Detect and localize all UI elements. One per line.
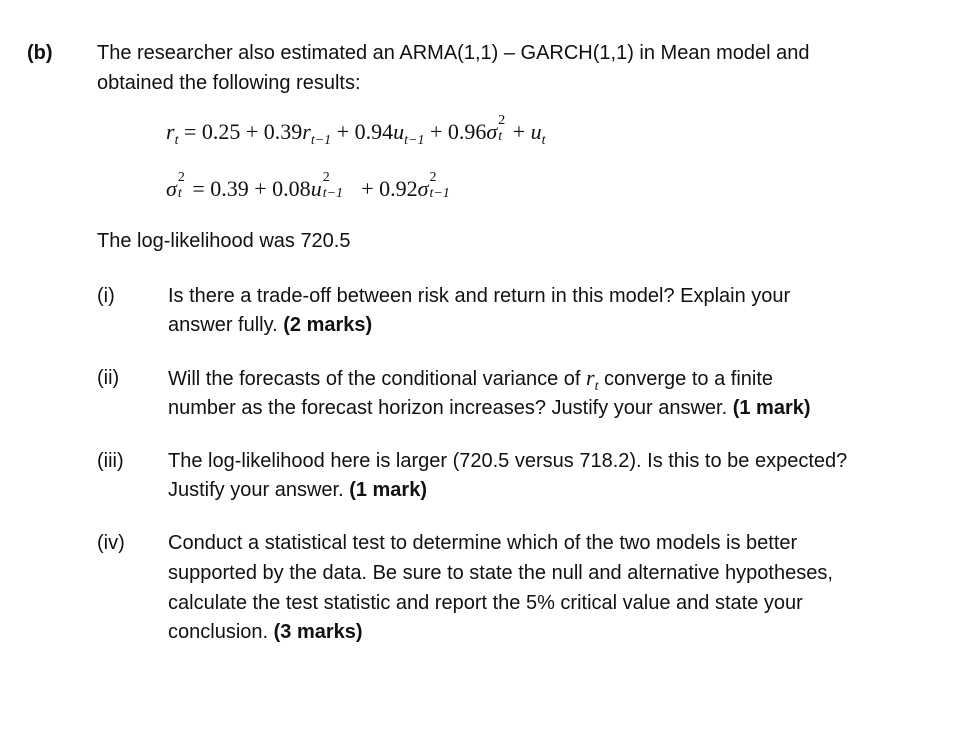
question-number: (i) — [97, 285, 115, 307]
marks-label: (2 marks) — [283, 314, 373, 336]
question-text: answer fully. (2 marks) — [168, 314, 373, 336]
variable-r: r — [586, 365, 595, 390]
question-text: conclusion. (3 marks) — [168, 621, 363, 643]
intro-line-2: obtained the following results: — [97, 72, 361, 94]
question-text: supported by the data. Be sure to state the null and alternative hypotheses, — [168, 562, 833, 584]
variable-subscript: t — [594, 379, 599, 394]
question-number: (iii) — [97, 450, 124, 472]
question-text: Is there a trade-off between risk and return in this model? Explain your — [168, 285, 791, 307]
question-text: number as the forecast horizon increases? Justify your answer. (1 mark) — [168, 397, 811, 419]
question-number: (ii) — [97, 367, 120, 389]
question-text: calculate the test statistic and report the 5% critical value and state your — [168, 592, 803, 614]
part-label: (b) — [27, 42, 53, 64]
marks-label: (1 mark) — [732, 397, 811, 419]
log-likelihood-text: The log-likelihood was 720.5 — [97, 230, 351, 252]
marks-label: (3 marks) — [273, 621, 363, 643]
question-text: Justify your answer. (1 mark) — [168, 479, 427, 501]
question-text: Conduct a statistical test to determine which of the two models is better — [168, 532, 798, 554]
variance-equation: σ 2 t = 0.39 + 0.08u 2 t−1 + 0.92σ 2 t−1 — [166, 170, 450, 201]
mean-equation: $r_t = 0.25 + 0.39r_{t-1} + 0.94u_{t-1} + 0.96\sigma$ 2 t + $u_t$ — [166, 113, 546, 148]
question-text: Will the forecasts of the conditional variance of $r_t$ converge to a finite — [168, 365, 774, 394]
intro-line-1: The researcher also estimated an ARMA(1,1) – GARCH(1,1) in Mean model and — [97, 42, 810, 64]
question-number: (iv) — [97, 532, 125, 554]
marks-label: (1 mark) — [349, 479, 427, 501]
question-text: The log-likelihood here is larger (720.5 versus 718.2). Is this to be expected? — [168, 450, 848, 472]
